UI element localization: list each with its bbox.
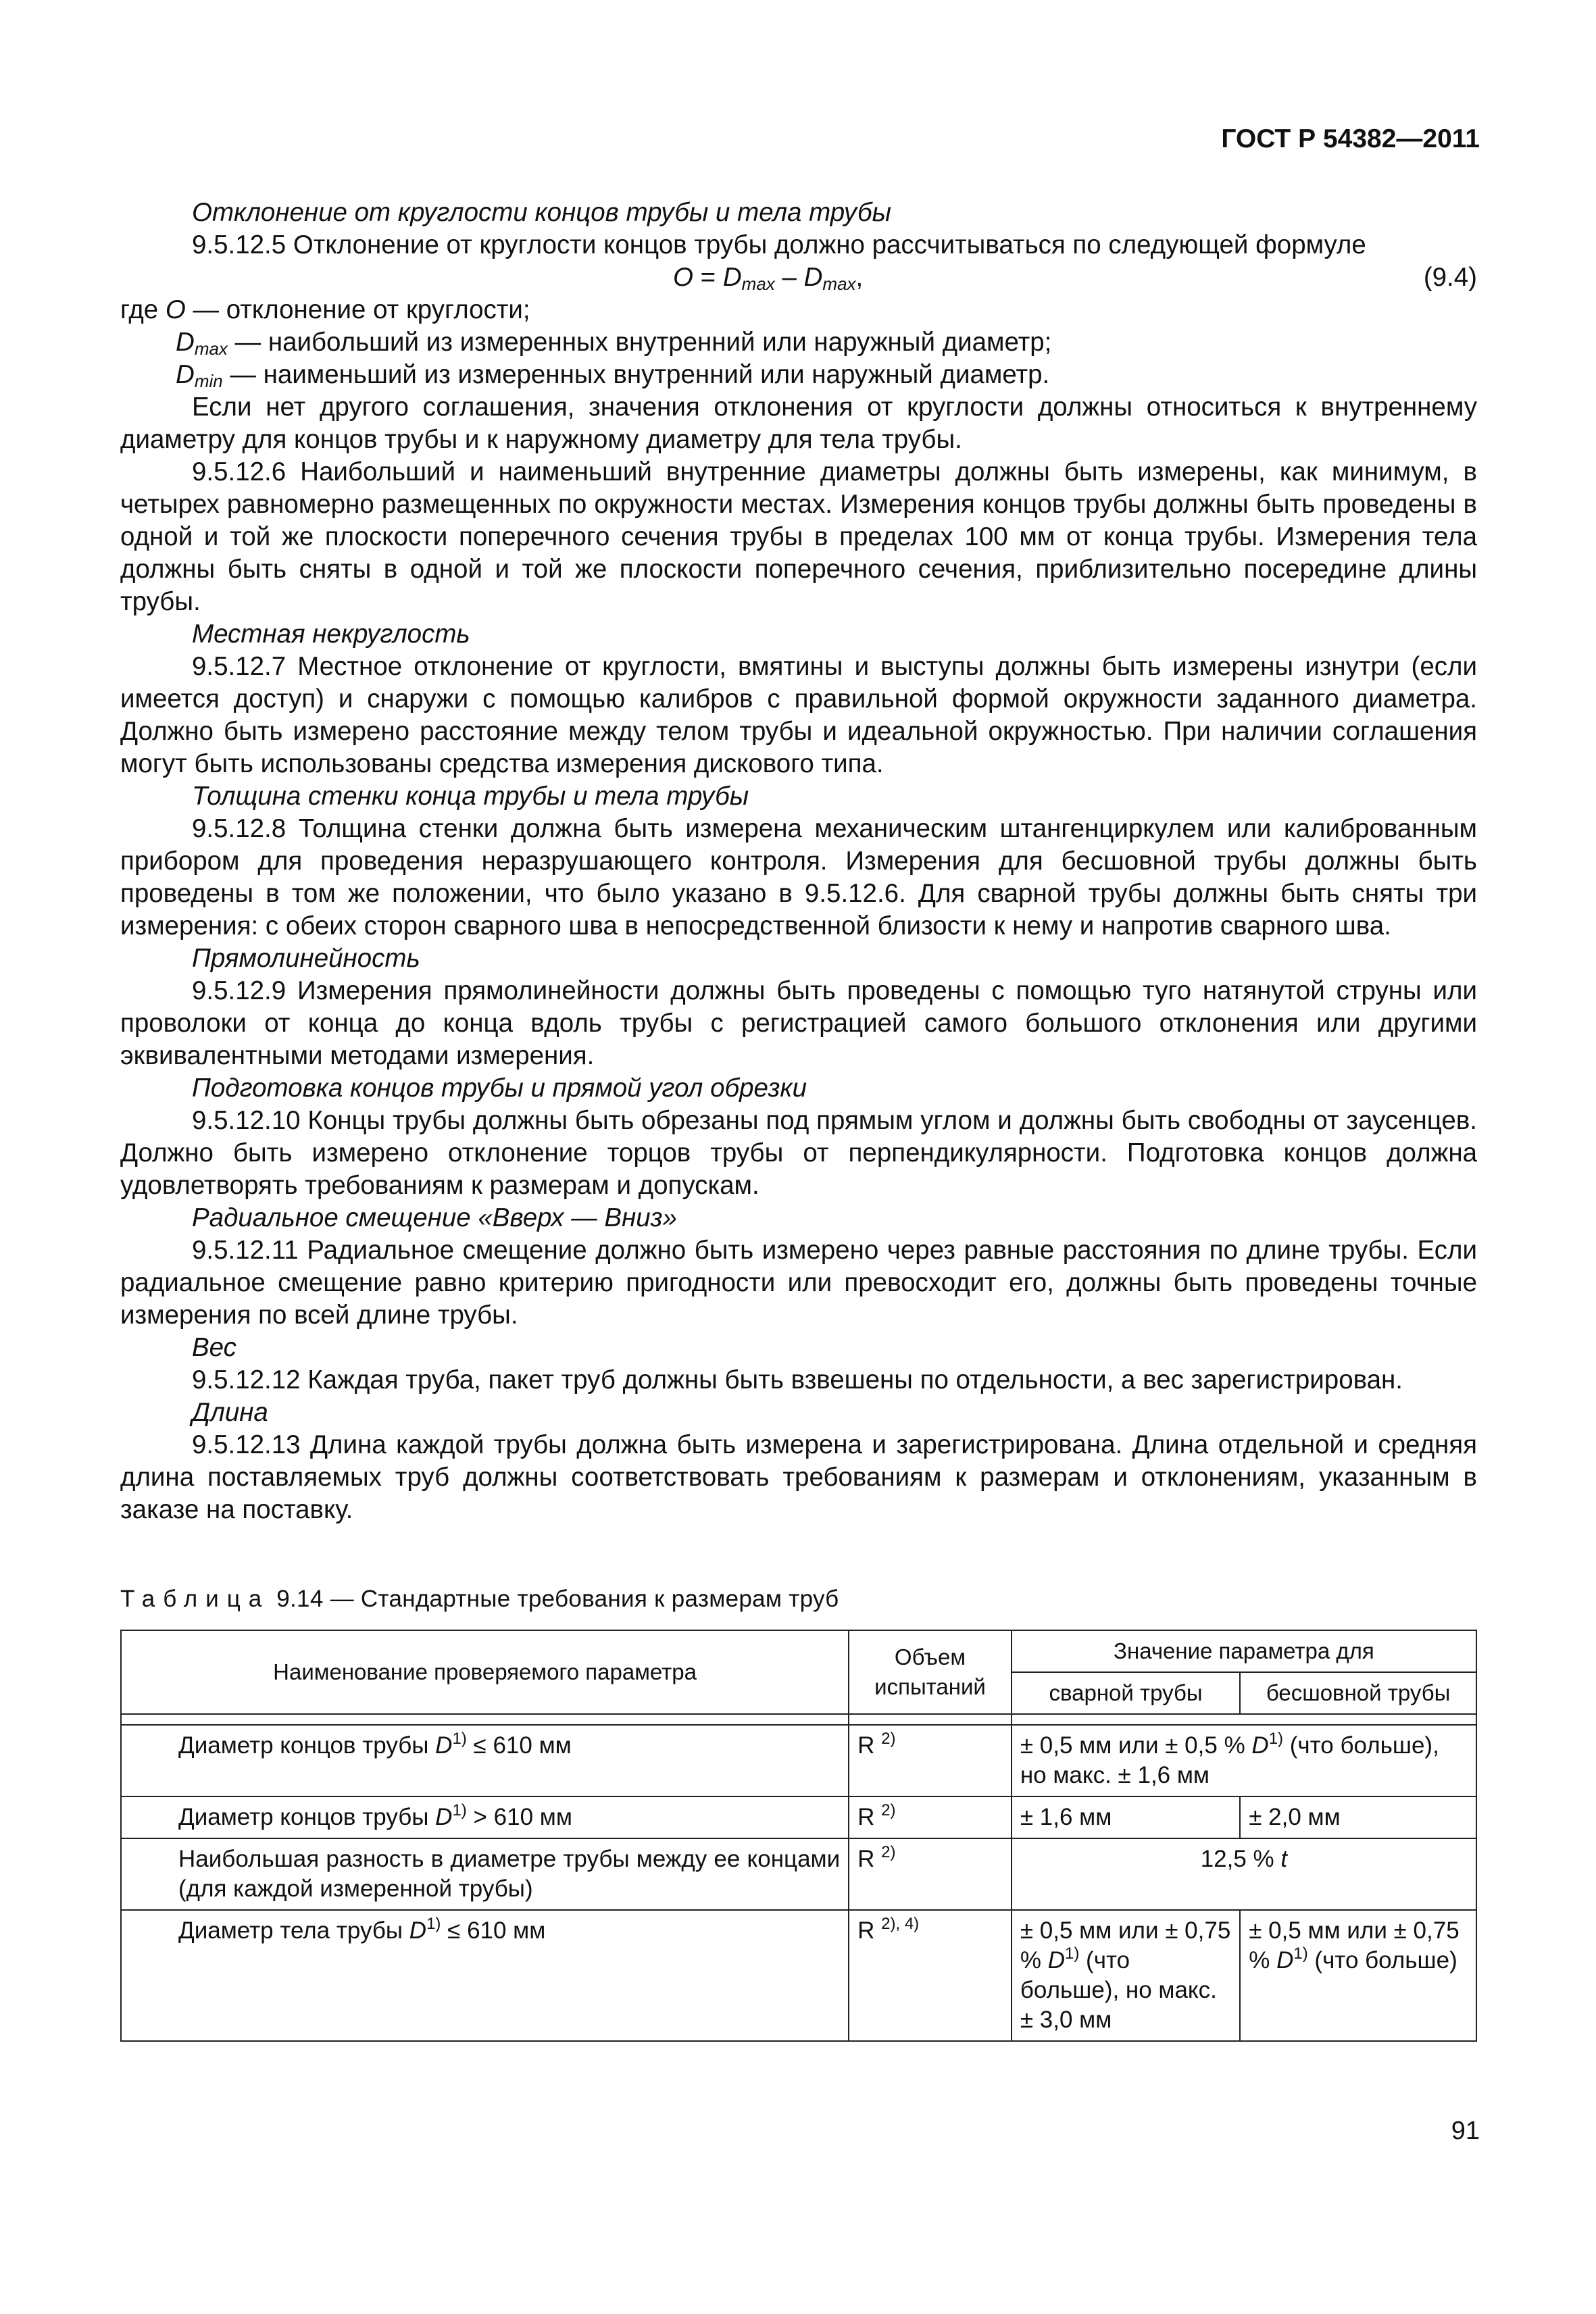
table-header-row: [121, 1630, 1476, 1672]
formula-9-4: [120, 261, 1477, 294]
section-heading: Вес: [192, 1333, 236, 1362]
table-row: [121, 1725, 1476, 1796]
cell-volume: R $^{2)}$: [849, 1725, 1012, 1796]
cell-welded: ± 0,5 мм или ± 0,75 % $D^{1)}$ (что больше), но макс. ± 3,0 мм: [1012, 1910, 1240, 2041]
section-heading: Толщина стенки конца трубы и тела трубы: [192, 782, 749, 811]
formula-number: (9.4): [1423, 263, 1477, 292]
legend-item: $D_{min}$ — наименьший из измеренных внутренний или наружный диаметр.: [176, 360, 1050, 391]
cell-welded: ± 1,6 мм: [1012, 1796, 1240, 1838]
section-heading: Прямолинейность: [192, 944, 420, 973]
table-row: [121, 1910, 1476, 2041]
cell-param: Диаметр концов трубы $D^{1)} \le 610$ мм: [121, 1725, 849, 1796]
formula-expression: $O = D_{max} - D_{max}$,: [673, 263, 864, 294]
header-welded: сварной трубы: [1012, 1672, 1240, 1714]
paragraph: Если нет другого соглашения, значения отклонения от круглости должны относиться к внутреннему диаметру для концов трубы и к наружному диаметру для тела трубы.: [120, 393, 1477, 454]
cell-seamless: ± 2,0 мм: [1240, 1796, 1476, 1838]
section-heading: Подготовка концов трубы и прямой угол обрезки: [192, 1074, 807, 1103]
cell-value-merged: ± 0,5 мм или ± 0,5 % $D^{1)}$ (что больше), но макс. ± 1,6 мм: [1012, 1725, 1476, 1796]
cell-seamless: ± 0,5 мм или ± 0,75 % $D^{1)}$ (что больше): [1240, 1910, 1476, 2041]
requirements-table: [120, 1630, 1477, 2042]
cell-value-merged: 12,5 % t: [1012, 1838, 1476, 1910]
header-seamless: бесшовной трубы: [1240, 1672, 1476, 1714]
cell-param: Наибольшая разность в диаметре трубы между ее концами (для каждой измеренной трубы): [121, 1838, 849, 1910]
document-header: ГОСТ Р 54382—2011: [1221, 124, 1480, 153]
paragraph: 9.5.12.12 Каждая труба, пакет труб должны быть взвешены по отдельности, а вес зарегистрирован.: [192, 1365, 1403, 1394]
paragraph: 9.5.12.11 Радиальное смещение должно быть измерено через равные расстояния по длине трубы. Если радиальное смещение равно критерию пригодности или превосходит его, должны быть проведены точные измерения по всей длине трубы.: [120, 1236, 1477, 1330]
cell-param: Диаметр концов трубы $D^{1)} > 610$ мм: [121, 1796, 849, 1838]
table-caption: Таблица 9.14 — Стандартные требования к размерам труб: [120, 1586, 839, 1612]
page-number: 91: [1451, 2117, 1480, 2145]
paragraph: 9.5.12.9 Измерения прямолинейности должны быть проведены с помощью туго натянутой струны или проволоки от конца до конца вдоль трубы с регистрацией самого большого отклонения или другими эквивалентными методами измерения.: [120, 976, 1477, 1070]
legend-item: где O — отклонение от круглости;: [120, 295, 530, 324]
paragraph: 9.5.12.13 Длина каждой трубы должна быть измерена и зарегистрирована. Длина отдельной и средняя длина поставляемых труб должны соответствовать требованиям к размерам и отклонениям, указанным в заказе на поставку.: [120, 1430, 1477, 1524]
paragraph: 9.5.12.10 Концы трубы должны быть обрезаны под прямым углом и должны быть свободны от заусенцев. Должно быть измерено отклонение торцов трубы от перпендикулярности. Подготовка концов должна удовлетворять требованиям к размерам и допускам.: [120, 1106, 1477, 1200]
cell-volume: R $^{2)}$: [849, 1838, 1012, 1910]
cell-volume: R $^{2)}$: [849, 1796, 1012, 1838]
document-body: [120, 197, 1477, 1526]
cell-param: Диаметр тела трубы $D^{1)} \le 610$ мм: [121, 1910, 849, 2041]
table-row: [121, 1838, 1476, 1910]
paragraph: 9.5.12.6 Наибольший и наименьший внутренние диаметры должны быть измерены, как минимум, в четырех равномерно размещенных по окружности местах. Измерения концов трубы должны быть проведены в одной и той же плоскости поперечного сечения трубы в пределах 100 мм от конца трубы. Измерения тела должны быть сняты в одной и той же плоскости поперечного сечения, приблизительно посередине длины трубы.: [120, 457, 1477, 616]
section-heading: Местная некруглость: [192, 620, 470, 649]
paragraph: 9.5.12.8 Толщина стенки должна быть измерена механическим штангенциркулем или калиброванным прибором для проведения неразрушающего контроля. Измерения для бесшовной трубы должны быть проведены в том же положении, что было указано в 9.5.12.6. Для сварной трубы должны быть сняты три измерения: с обеих сторон сварного шва в непосредственной близости к нему и напротив сварного шва.: [120, 814, 1477, 940]
table-row: [121, 1796, 1476, 1838]
header-param: Наименование проверяемого параметра: [121, 1630, 849, 1714]
section-heading: Длина: [192, 1398, 268, 1427]
section-heading: Отклонение от круглости концов трубы и тела трубы: [192, 198, 892, 227]
paragraph: 9.5.12.7 Местное отклонение от круглости, вмятины и выступы должны быть измерены изнутри (если имеется доступ) и снаружи с помощью калибров с правильной формой окружности заданного диаметра. Должно быть измерено расстояние между телом трубы и идеальной окружностью. При наличии соглашения могут быть использованы средства измерения дискового типа.: [120, 652, 1477, 778]
formula-legend: [120, 294, 1477, 391]
header-value: Значение параметра для: [1012, 1630, 1476, 1672]
legend-item: $D_{max}$ — наибольший из измеренных внутренний или наружный диаметр;: [176, 328, 1052, 359]
paragraph: 9.5.12.5 Отклонение от круглости концов трубы должно рассчитываться по следующей формуле: [192, 230, 1366, 259]
cell-volume: R $^{2), 4)}$: [849, 1910, 1012, 2041]
section-heading: Радиальное смещение «Вверх — Вниз»: [192, 1203, 677, 1232]
header-volume: Объем испытаний: [849, 1630, 1012, 1714]
table-header-gap: [121, 1714, 1476, 1725]
